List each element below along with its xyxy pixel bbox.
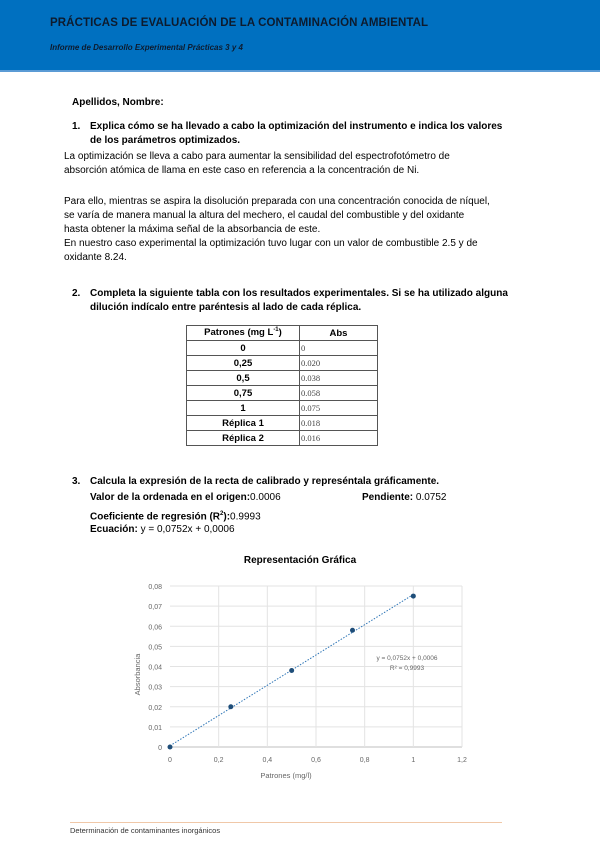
document-header bbox=[0, 0, 600, 72]
y-axis-label: Absorbancia bbox=[133, 653, 142, 696]
x-tick-label: 0 bbox=[168, 757, 172, 764]
answer-line: se varía de manera manual la altura del mechero, el caudal del combustible y del oxidante bbox=[64, 210, 465, 221]
trendline-equation: y = 0,0752x + 0,0006 bbox=[376, 655, 438, 662]
data-point bbox=[350, 628, 355, 633]
abs-cell: 0.058 bbox=[300, 386, 378, 401]
question-2 bbox=[72, 287, 552, 315]
question-text-line1: Explica cómo se ha llevado a cabo la optimización del instrumento e indica los valores bbox=[90, 121, 503, 132]
abs-cell: 0.020 bbox=[300, 356, 378, 371]
y-tick-label: 0,08 bbox=[148, 584, 162, 591]
footer-text: Determinación de contaminantes inorgánicos bbox=[70, 826, 221, 835]
y-tick-label: 0,06 bbox=[148, 624, 162, 632]
equation-value: y = 0,0752x + 0,0006 bbox=[137, 524, 235, 535]
question-3 bbox=[72, 475, 552, 535]
question-1 bbox=[72, 120, 552, 148]
x-axis-label: Patrones (mg/l) bbox=[260, 771, 312, 780]
table-header-row bbox=[187, 326, 378, 341]
question-number: 3. bbox=[72, 476, 81, 487]
slope-value: 0.0752 bbox=[413, 492, 447, 503]
abs-cell: 0.075 bbox=[300, 401, 378, 416]
patron-cell: 0 bbox=[187, 341, 300, 356]
column-header-patrones: Patrones (mg $L^{-1}$) bbox=[187, 326, 300, 341]
footer-divider bbox=[70, 822, 502, 823]
intercept-label: Valor de la ordenada en el origen: bbox=[90, 492, 251, 503]
slope-row bbox=[362, 491, 447, 505]
intercept-value: 0.0006 bbox=[250, 492, 281, 503]
table-row bbox=[187, 341, 378, 356]
y-tick-label: 0,02 bbox=[148, 704, 162, 712]
equation-label: Ecuación: bbox=[90, 524, 138, 535]
calibration-chart bbox=[0, 570, 600, 785]
question-text-line2: dilución indícalo entre paréntesis al lado de cada réplica. bbox=[90, 302, 362, 313]
answer-line: oxidante 8.24. bbox=[64, 252, 127, 263]
patron-cell: 0,25 bbox=[187, 356, 300, 371]
column-header-abs: Abs bbox=[300, 326, 378, 341]
table-row bbox=[187, 356, 378, 371]
abs-cell: 0.038 bbox=[300, 371, 378, 386]
x-tick-label: 1,2 bbox=[457, 757, 467, 764]
x-tick-label: 0,4 bbox=[262, 757, 273, 764]
table-row bbox=[187, 431, 378, 446]
trendline-r2: R² = 0,9993 bbox=[389, 665, 425, 672]
x-tick-label: 1 bbox=[411, 757, 416, 764]
question-number: 1. bbox=[72, 121, 81, 132]
abs-cell: 0.018 bbox=[300, 416, 378, 431]
student-name-label: Apellidos, Nombre: bbox=[72, 97, 164, 108]
question-text-line1: Calcula la expresión de la recta de calibrado y represéntala gráficamente. bbox=[90, 476, 440, 487]
question-text-line1: Completa la siguiente tabla con los resultados experimentales. Si se ha utilizado alguna bbox=[90, 288, 508, 299]
document-subtitle: Informe de Desarrollo Experimental Prácticas 3 y 4 bbox=[50, 43, 243, 52]
question-number: 2. bbox=[72, 288, 81, 299]
y-tick-label: 0,04 bbox=[148, 664, 162, 672]
document-title: PRÁCTICAS DE EVALUACIÓN DE LA CONTAMINACIÓN AMBIENTAL bbox=[50, 17, 429, 29]
question-text-line2: de los parámetros optimizados. bbox=[90, 135, 241, 146]
y-tick-label: 0,05 bbox=[148, 644, 162, 652]
equation-row bbox=[90, 523, 235, 537]
x-tick-label: 0,6 bbox=[311, 757, 321, 764]
y-tick-label: 0,01 bbox=[148, 724, 162, 732]
chart-title: Representación Gráfica bbox=[243, 555, 357, 566]
patron-cell: Réplica 1 bbox=[187, 416, 300, 431]
abs-cell: 0.016 bbox=[300, 431, 378, 446]
y-tick-label: 0 bbox=[158, 745, 162, 752]
data-point bbox=[168, 745, 173, 750]
answer-line: La optimización se lleva a cabo para aumentar la sensibilidad del espectrofotómetro de bbox=[64, 151, 450, 162]
answer-line: absorción atómica de llama en este caso en referencia a la concentración de Ni. bbox=[64, 165, 420, 176]
table-row bbox=[187, 401, 378, 416]
table-row bbox=[187, 371, 378, 386]
slope-label: Pendiente: bbox=[362, 492, 414, 503]
answer-line: Para ello, mientras se aspira la disolución preparada con una concentración conocida de níquel, bbox=[64, 196, 490, 207]
results-table bbox=[186, 325, 378, 446]
table-row bbox=[187, 416, 378, 431]
intercept-row bbox=[90, 491, 281, 505]
answer-line: hasta obtener la máxima señal de la absorbancia de este. bbox=[64, 224, 321, 235]
x-tick-label: 0,2 bbox=[213, 757, 224, 764]
abs-cell: 0 bbox=[300, 341, 378, 356]
patron-cell: Réplica 2 bbox=[187, 431, 300, 446]
r2-row: Coeficiente de regresión $(R^2):0.9993$ bbox=[90, 511, 261, 523]
answer-line: En nuestro caso experimental la optimización tuvo lugar con un valor de combustible 2.5 y de bbox=[64, 238, 478, 249]
data-point bbox=[289, 668, 294, 673]
y-tick-label: 0,07 bbox=[148, 604, 162, 612]
r2-value: 0.9993 bbox=[230, 511, 261, 523]
patron-cell: 0,5 bbox=[187, 371, 300, 386]
y-tick-label: 0,03 bbox=[148, 684, 162, 692]
data-point bbox=[411, 594, 416, 599]
patron-cell: 1 bbox=[187, 401, 300, 416]
patron-cell: 0,75 bbox=[187, 386, 300, 401]
x-tick-label: 0,8 bbox=[359, 757, 370, 764]
data-point bbox=[228, 704, 233, 709]
table-row bbox=[187, 386, 378, 401]
